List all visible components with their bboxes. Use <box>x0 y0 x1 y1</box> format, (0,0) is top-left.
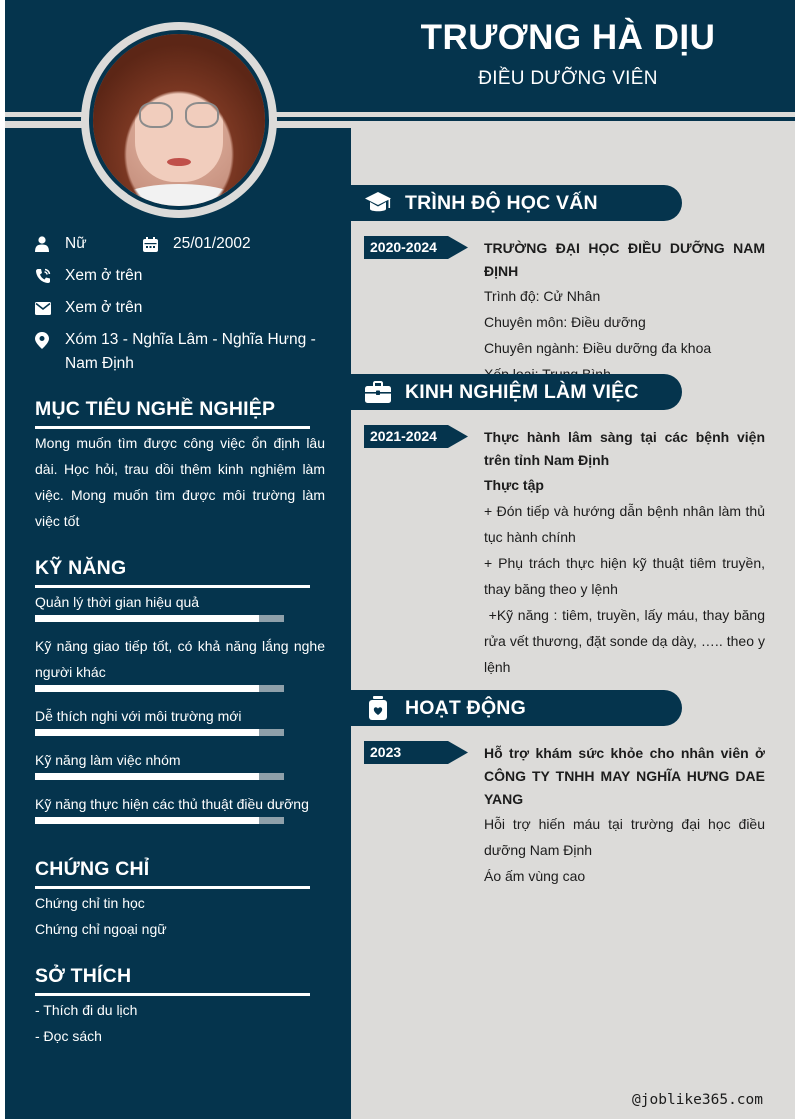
experience-line: + Đón tiếp và hướng dẫn bệnh nhân làm thủ tục hành chính <box>484 503 765 545</box>
skill-bar-fill <box>35 685 259 692</box>
certificates-rule <box>35 886 310 889</box>
gender-value: Nữ <box>65 235 87 252</box>
certificates-heading: CHỨNG CHỈ <box>35 858 150 880</box>
education-line: Chuyên môn: Điều dưỡng <box>484 314 646 330</box>
objective-text: Mong muốn tìm được công việc ổn định lâu dài. Học hỏi, trau dồi thêm kinh nghiệm làm việc. Mong muốn tìm được môi trường làm việc tốt <box>35 435 325 529</box>
address-row <box>35 328 325 376</box>
experience-period-tag <box>364 425 468 448</box>
education-section-header <box>351 185 682 221</box>
skill-bar-fill <box>35 773 259 780</box>
avatar <box>81 22 277 218</box>
experience-line: + Phụ trách thực hiện kỹ thuật tiêm truyền, thay băng theo y lệnh <box>484 555 765 597</box>
activities-line: Hỗi trợ hiến máu tại trường đại học điều dưỡng Nam Định <box>484 816 765 858</box>
profile-photo <box>93 34 265 206</box>
skill-label: Kỹ năng giao tiếp tốt, có khả năng lắng nghe người khác <box>35 638 325 680</box>
candidate-name: TRƯƠNG HÀ DỊU <box>420 18 716 57</box>
certificate-item: Chứng chỉ tin học <box>35 895 145 911</box>
skill-bar-fill <box>35 817 259 824</box>
graduation-cap-icon <box>351 191 405 215</box>
skill-label: Quản lý thời gian hiệu quả <box>35 594 200 610</box>
skill-label: Kỹ năng làm việc nhóm <box>35 752 181 768</box>
hobby-item: - Đọc sách <box>35 1028 102 1044</box>
location-icon <box>35 328 65 352</box>
address-value: Xóm 13 - Nghĩa Lâm - Nghĩa Hưng - Nam Định <box>65 331 316 372</box>
education-heading: TRÌNH ĐỘ HỌC VẤN <box>405 191 598 214</box>
experience-section-header <box>351 374 682 410</box>
activities-heading: HOẠT ĐỘNG <box>405 696 526 719</box>
hobbies-heading: SỞ THÍCH <box>35 965 132 987</box>
phone-icon <box>35 264 65 288</box>
education-entry <box>484 237 765 387</box>
objective-heading: MỤC TIÊU NGHỀ NGHIỆP <box>35 398 276 420</box>
experience-role: Thực tập <box>484 477 544 493</box>
activities-period-tag <box>364 741 468 764</box>
phone-value: Xem ở trên <box>65 267 143 284</box>
birthday-value: 25/01/2002 <box>173 235 251 252</box>
skill-bar-fill <box>35 615 259 622</box>
education-school: TRƯỜNG ĐẠI HỌC ĐIỀU DƯỠNG NAM ĐỊNH <box>484 240 765 279</box>
experience-period: 2021-2024 <box>370 428 437 444</box>
experience-entry <box>484 426 769 680</box>
cv-page <box>5 0 795 1119</box>
activities-entry <box>484 742 765 889</box>
user-icon <box>35 232 65 256</box>
skill-bar <box>35 685 284 692</box>
skill-bar <box>35 729 284 736</box>
education-line: Chuyên ngành: Điều dưỡng đa khoa <box>484 340 712 356</box>
education-period-tag <box>364 236 468 259</box>
experience-title: Thực hành lâm sàng tại các bệnh viện trên tỉnh Nam Định <box>484 429 765 468</box>
skill-bar <box>35 817 284 824</box>
education-line: Trình độ: Cử Nhân <box>484 288 601 304</box>
badge-icon <box>351 696 405 720</box>
calendar-icon <box>143 232 173 256</box>
skills-heading: KỸ NĂNG <box>35 557 127 579</box>
footer-watermark: @joblike365.com <box>632 1092 763 1108</box>
hobbies-rule <box>35 993 310 996</box>
skills-rule <box>35 585 310 588</box>
experience-line: +Kỹ năng : tiêm, truyền, lấy máu, thay băng rửa vết thương, đặt sonde dạ dày, ….. theo y lệnh <box>484 607 769 675</box>
certificate-item: Chứng chỉ ngoại ngữ <box>35 921 167 937</box>
experience-heading: KINH NGHIỆM LÀM VIỆC <box>405 380 639 403</box>
email-row <box>35 296 325 320</box>
phone-row <box>35 264 325 288</box>
briefcase-icon <box>351 381 405 403</box>
skill-bar <box>35 615 284 622</box>
hobby-item: - Thích đi du lịch <box>35 1002 138 1018</box>
skill-bar <box>35 773 284 780</box>
email-value: Xem ở trên <box>65 299 143 316</box>
mail-icon <box>35 296 65 320</box>
objective-rule <box>35 426 310 429</box>
activities-line: Áo ấm vùng cao <box>484 868 586 884</box>
activities-title: Hỗ trợ khám sức khỏe cho nhân viên ở CÔNG TY TNHH MAY NGHĨA HƯNG DAE YANG <box>484 745 765 807</box>
candidate-title: ĐIỀU DƯỠNG VIÊN <box>478 68 658 89</box>
skill-label: Kỹ năng thực hiện các thủ thuật điều dưỡng <box>35 796 309 812</box>
skill-bar-fill <box>35 729 259 736</box>
sidebar <box>5 128 351 1119</box>
education-period: 2020-2024 <box>370 239 437 255</box>
skill-label: Dễ thích nghi với môi trường mới <box>35 708 242 724</box>
activities-period: 2023 <box>370 744 402 760</box>
birthday-row <box>143 232 323 256</box>
activities-section-header <box>351 690 682 726</box>
